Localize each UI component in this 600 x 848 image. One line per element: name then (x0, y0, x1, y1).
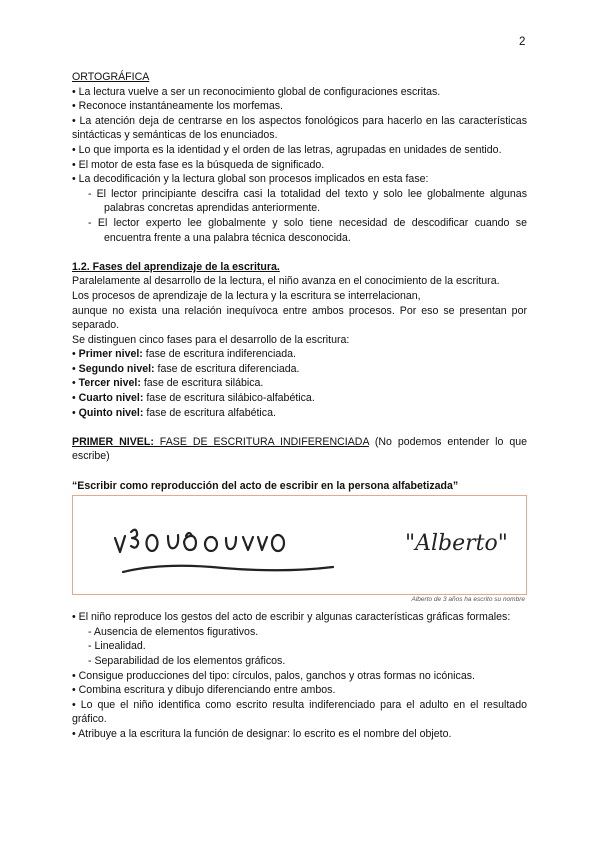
list-item: • Consigue producciones del tipo: círculos, palos, ganchos y otras formas no icónicas. (72, 669, 475, 682)
sub-list-item: - Separabilidad de los elementos gráficos. (88, 655, 286, 667)
quote: “Escribir como reproducción del acto de escribir en la persona alfabetizada” (72, 479, 459, 492)
level-item: • Quinto nivel: fase de escritura alfabética. (72, 406, 276, 419)
list-item: • Combina escritura y dibujo diferenciando entre ambos. (72, 684, 336, 697)
document-body (72, 70, 527, 742)
paragraph: aunque no exista una relación inequívoca entre ambos procesos. Por eso se presentan por separado. (72, 304, 527, 332)
sub-list-item: - El lector principiante descifra casi la totalidad del texto y solo lee globalmente algunas palabras concretas aprendidas anteriormente. (88, 187, 527, 215)
handwriting-scribble (73, 496, 526, 594)
sub-list-item: - El lector experto lee globalmente y solo tiene necesidad de descodificar cuando se encuentra frente a una palabra técnica desconocida. (88, 216, 527, 244)
paragraph: Se distinguen cinco fases para el desarrollo de la escritura: (72, 333, 350, 346)
paragraph: Paralelamente al desarrollo de la lectura, el niño avanza en el conocimiento de la escritura. (72, 275, 500, 288)
level-item: • Cuarto nivel: fase de escritura silábico-alfabética. (72, 392, 315, 405)
list-item: • La atención deja de centrarse en los aspectos fonológicos para hacerlo en las características sintácticas y semánticas de los enunciados. (72, 114, 527, 142)
list-item: • Reconoce instantáneamente los morfemas. (72, 100, 283, 113)
section-heading-1-2: 1.2. Fases del aprendizaje de la escritura. (72, 260, 280, 273)
list-item: • El niño reproduce los gestos del acto de escribir y algunas características gráficas formales: (72, 611, 511, 624)
sub-list-item: - Linealidad. (88, 640, 146, 653)
list-item: • Atribuye a la escritura la función de designar: lo escrito es el nombre del objeto. (72, 727, 452, 740)
level-item: • Segundo nivel: fase de escritura diferenciada. (72, 362, 300, 375)
list-item: • Lo que el niño identifica como escrito resulta indiferenciado para el adulto en el resultado gráfico. (72, 698, 527, 726)
page-number: 2 (519, 36, 526, 48)
primer-nivel-heading: PRIMER NIVEL: FASE DE ESCRITURA INDIFERENCIADA (No podemos entender lo que escribe) (72, 435, 528, 463)
handwritten-name: "Alberto" (405, 531, 508, 557)
list-item: • Lo que importa es la identidad y el orden de las letras, agrupadas en unidades de sentido. (72, 143, 502, 156)
list-item: • La lectura vuelve a ser un reconocimiento global de configuraciones escritas. (72, 85, 441, 98)
handwriting-figure (72, 495, 527, 595)
level-item: • Tercer nivel: fase de escritura silábica. (72, 377, 264, 390)
list-item: • La decodificación y la lectura global son procesos implicados en esta fase: (72, 173, 429, 186)
level-item: • Primer nivel: fase de escritura indiferenciada. (72, 348, 296, 361)
list-item: • El motor de esta fase es la búsqueda de significado. (72, 158, 325, 171)
heading-ortografica: ORTOGRÁFICA (72, 71, 150, 83)
sub-list-item: - Ausencia de elementos figurativos. (88, 625, 259, 638)
paragraph: Los procesos de aprendizaje de la lectura y la escritura se interrelacionan, (72, 289, 421, 302)
figure-caption: Alberto de 3 años ha escrito su nombre (411, 596, 525, 604)
